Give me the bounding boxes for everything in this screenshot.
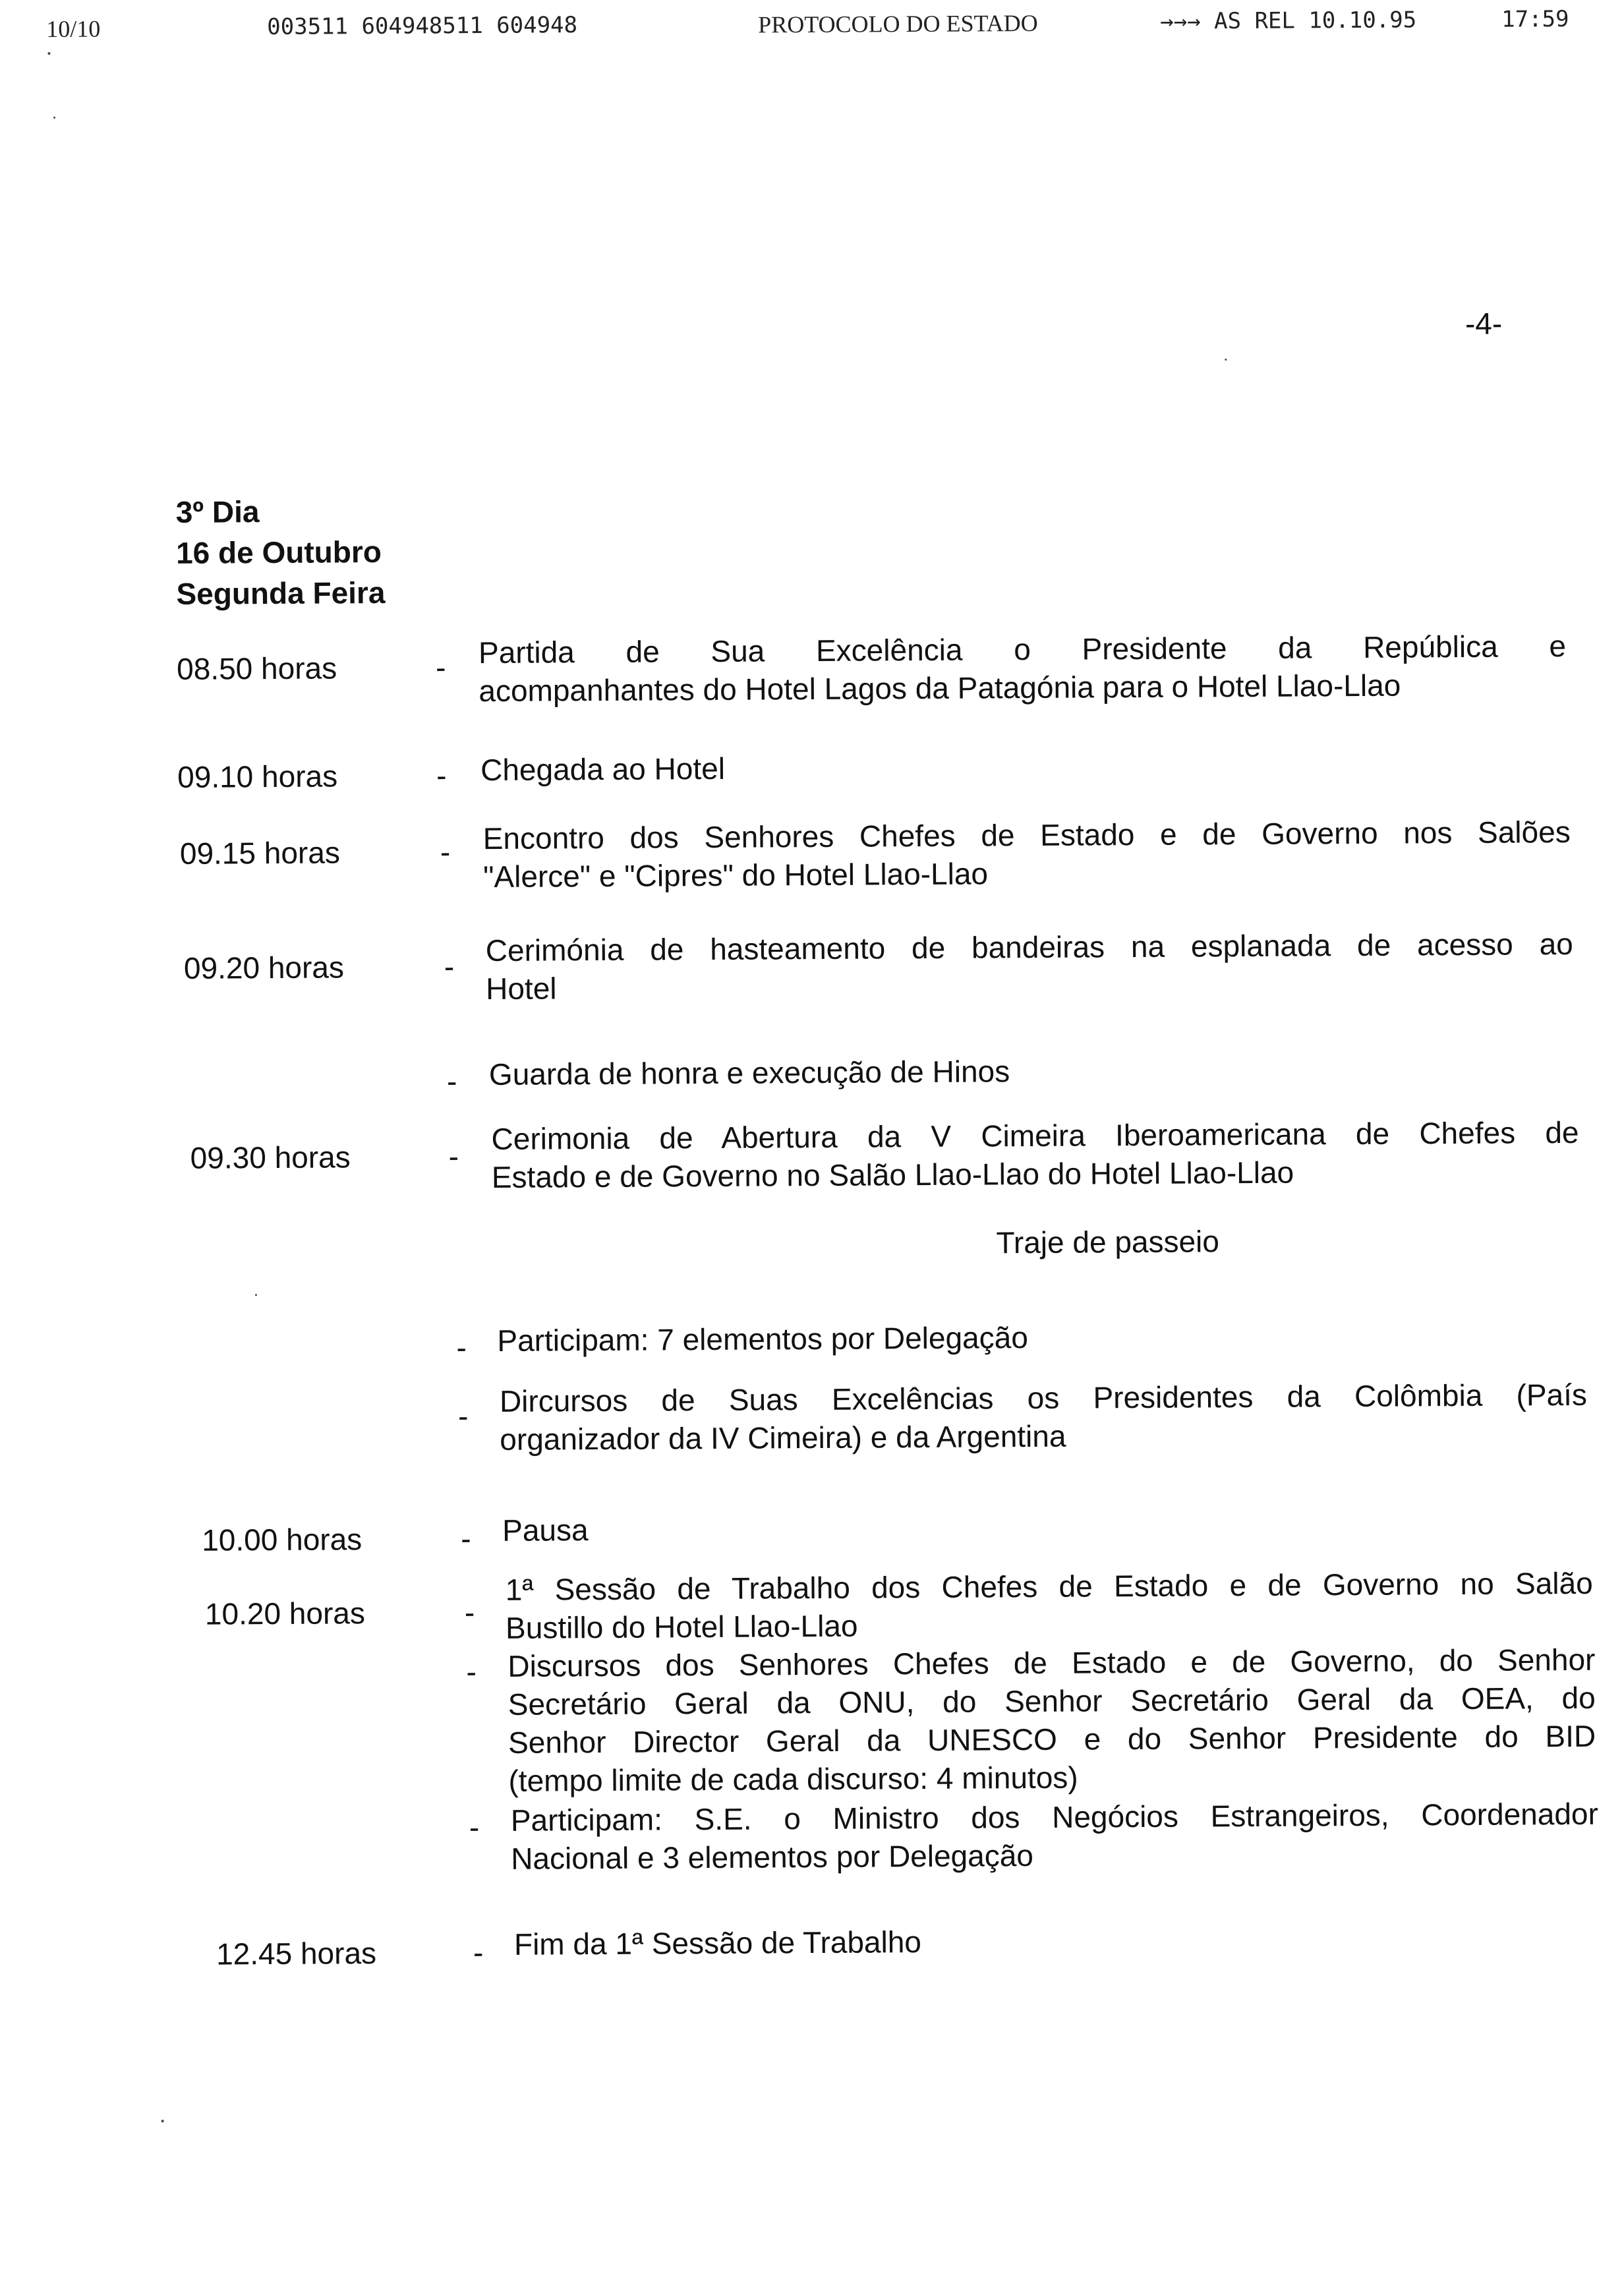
entry-dash: - <box>440 834 451 869</box>
entry-text <box>483 813 1571 896</box>
scan-speck <box>47 52 50 55</box>
entry-dash: - <box>464 1595 475 1630</box>
fax-phone-numbers: 003511 604948511 604948 <box>267 12 578 41</box>
entry-dash: - <box>473 1935 484 1970</box>
entry-dash: - <box>461 1521 471 1556</box>
entry-line: (tempo limite de cada discurso: 4 minutos) <box>508 1760 1078 1798</box>
scan-speck <box>1225 359 1227 361</box>
entry-line: Secretário Geral da ONU, do Senhor Secretário Geral da OEA, do <box>508 1680 1596 1722</box>
entry-dash: - <box>448 1139 459 1174</box>
fax-time: 17:59 <box>1501 5 1569 33</box>
day-date: 16 de Outubro <box>175 535 382 570</box>
entry-line: Pausa <box>502 1513 589 1548</box>
entry-text <box>506 1564 1594 1647</box>
entry-line: Encontro dos Senhores Chefes de Estado e de Governo nos Salões <box>482 814 1571 856</box>
entry-time: 10.00 horas <box>202 1522 362 1557</box>
entry-dash: - <box>457 1399 469 1434</box>
entry-text <box>491 1113 1579 1196</box>
entry-line: Senhor Director Geral da UNESCO e do Senhor Presidente do BID <box>508 1718 1596 1760</box>
entry-text <box>478 627 1567 710</box>
scan-speck <box>161 2120 164 2122</box>
entry-dash: - <box>456 1330 467 1365</box>
entry-line: Cerimónia de hasteamento de bandeiras na esplanada de acesso ao <box>485 926 1573 968</box>
entry-time: 10.20 horas <box>204 1596 366 1631</box>
day-weekday: Segunda Feira <box>176 575 386 611</box>
entry-dash: - <box>446 1064 457 1099</box>
entry-dash: - <box>436 650 446 685</box>
entry-line: Chegada ao Hotel <box>480 751 726 788</box>
entry-text <box>508 1640 1596 1800</box>
entry-line: 1ª Sessão de Trabalho dos Chefes de Estado e de Governo no Salão <box>505 1565 1593 1607</box>
entry-line: "Alerce" e "Cipres" do Hotel Llao-Llao <box>482 856 989 894</box>
entry-dash: - <box>469 1810 480 1845</box>
dress-code: Traje de passeio <box>996 1224 1220 1260</box>
fax-recipient-date: →→→ AS REL 10.10.95 <box>1160 7 1417 35</box>
entry-time: 09.15 horas <box>179 835 341 871</box>
entry-line: Dircursos de Suas Excelências os Presidentes da Colômbia (País <box>499 1377 1588 1418</box>
fax-sender: PROTOCOLO DO ESTADO <box>758 9 1038 38</box>
entry-time: 08.50 horas <box>177 651 337 686</box>
entry-line: Estado e de Governo no Salão Llao-Llao do Hotel Llao-Llao <box>491 1155 1294 1195</box>
entry-line: Fim da 1ª Sessão de Trabalho <box>513 1925 922 1961</box>
entry-line: Partida de Sua Excelência o Presidente da República e <box>478 629 1567 670</box>
day-number: 3º Dia <box>175 494 260 529</box>
entry-text <box>502 1505 1590 1550</box>
entry-dash: - <box>436 758 447 793</box>
entry-text <box>497 1315 1584 1360</box>
entry-text <box>500 1376 1588 1459</box>
entry-time: 09.10 horas <box>177 759 338 794</box>
entry-time: 09.30 horas <box>190 1140 351 1175</box>
entry-text <box>489 1049 1577 1093</box>
entry-line: Cerimonia de Abertura da V Cimeira Iberoamericana de Chefes de <box>491 1115 1579 1157</box>
entry-line: Discursos dos Senhores Chefes de Estado e de Governo, do Senhor <box>508 1642 1596 1683</box>
entry-line: organizador da IV Cimeira) e da Argentina <box>500 1418 1066 1457</box>
entry-dash: - <box>466 1654 477 1689</box>
page-number: -4- <box>1464 306 1503 341</box>
entry-line: Guarda de honra e execução de Hinos <box>488 1054 1010 1092</box>
fax-page-count: 10/10 <box>46 15 101 43</box>
entry-line: Hotel <box>485 971 557 1006</box>
fax-header <box>0 5 1624 48</box>
entry-line: Bustillo do Hotel Llao-Llao <box>505 1608 858 1645</box>
entry-text <box>514 1919 1602 1963</box>
entry-line: Nacional e 3 elementos por Delegação <box>511 1838 1034 1876</box>
entry-time: 09.20 horas <box>183 950 345 985</box>
day-heading <box>176 490 386 614</box>
scan-speck <box>255 1294 257 1296</box>
entry-line: acompanhantes do Hotel Lagos da Patagónia para o Hotel Llao-Llao <box>478 668 1401 709</box>
entry-time: 12.45 horas <box>216 1936 377 1971</box>
entry-line: Participam: 7 elementos por Delegação <box>497 1320 1028 1358</box>
entry-line: Participam: S.E. o Ministro dos Negócios Estrangeiros, Coordenador <box>510 1796 1598 1838</box>
scan-speck <box>53 117 55 119</box>
entry-text <box>480 744 1568 789</box>
entry-text <box>486 925 1574 1008</box>
entry-dash: - <box>444 949 455 984</box>
entry-text <box>511 1795 1599 1878</box>
